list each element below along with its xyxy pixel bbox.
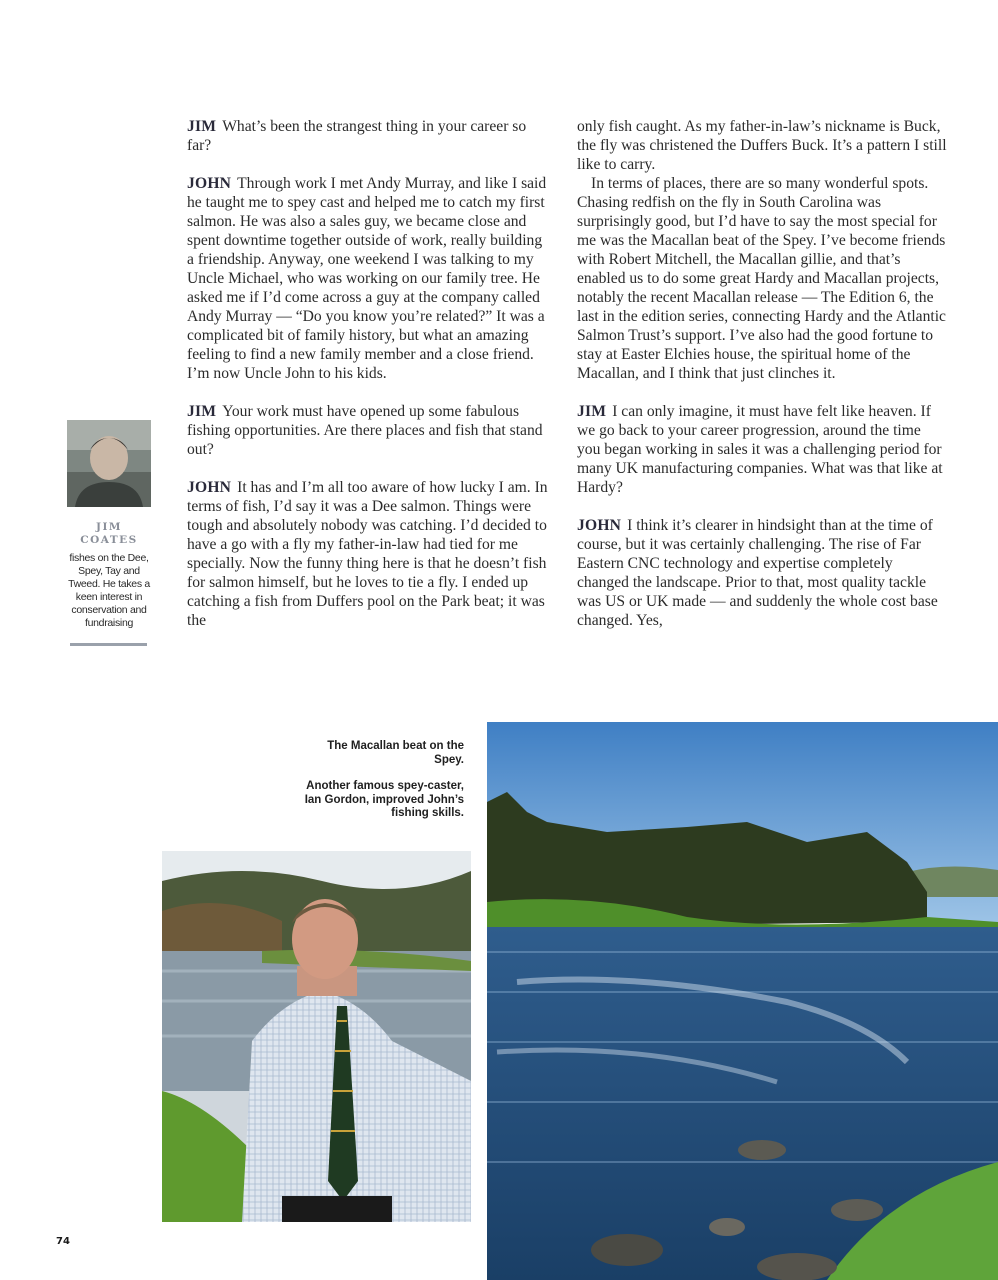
- author-photo: [67, 420, 151, 507]
- answer-continuation: only fish caught. As my father-in-law’s nickname is Buck, the fly was christened the Duffers Buck. It’s a pattern I still like to carry.: [577, 118, 947, 173]
- speaker-label: JOHN: [577, 517, 622, 534]
- speaker-label: JOHN: [187, 479, 232, 496]
- river-spey-photo-illustration: [487, 722, 998, 1280]
- left-column: [187, 117, 549, 630]
- author-divider: [70, 643, 147, 646]
- speaker-label: JIM: [577, 403, 607, 420]
- page-number: 74: [56, 1236, 70, 1247]
- ian-gordon-photo-illustration: [162, 851, 471, 1222]
- answer-dee-salmon: [187, 478, 549, 630]
- photo-ian-gordon: [162, 851, 471, 1222]
- author-name: JIM COATES: [80, 521, 138, 546]
- answer-text: It has and I’m all too aware of how lucky I am. In terms of fish, I’d say it was a Dee salmon. Things were tough and absolutely nobody was catching. I’d decided to have a go with a fly my father-in-law had tied for me specially. Now the funny thing here is that he doesn’t fish for salmon himself, but he loves to tie a fly. I ended up catching a fish from Duffers pool on the Park beat; it was the: [187, 479, 548, 629]
- author-bio: fishes on the Dee, Spey, Tay and Tweed. He takes a keen interest in conservation and fundraising: [68, 552, 150, 629]
- speaker-label: JIM: [187, 403, 217, 420]
- answer-text: Through work I met Andy Murray, and like I said he taught me to spey cast and helped me to catch my first salmon. He was also a sales guy, we became close and spent downtime together outside of work, really building a friendship. Anyway, one weekend I was talking to my Uncle Michael, who was working on our family tree. He asked me if I’d come across a guy at the company called Andy Murray — “Do you know you’re related?” It was a complicated bit of family history, but what an amazing feeling to find a new family member and a close friend. I’m now Uncle John to his kids.: [187, 175, 547, 382]
- caption-line-ian-gordon: Another famous spey-caster, Ian Gordon, improved John’s fishing skills.: [304, 780, 464, 819]
- speaker-label: JIM: [187, 118, 217, 135]
- question-text: I can only imagine, it must have felt like heaven. If we go back to your career progression, around the time you began working in sales it was a challenging period for many UK manufacturing companies. What was that like at Hardy?: [577, 403, 943, 496]
- photo-caption: [300, 740, 464, 834]
- caption-line-macallan: The Macallan beat on the Spey.: [327, 740, 464, 766]
- right-column: [577, 117, 947, 630]
- question-career-progression: [577, 402, 947, 497]
- photo-macallan-beat: [487, 722, 998, 1280]
- question-strangest-thing: [187, 117, 549, 155]
- question-text: Your work must have opened up some fabulous fishing opportunities. Are there places and fish that stand out?: [187, 403, 543, 458]
- author-portrait-illustration: [67, 420, 151, 507]
- question-fishing-opportunities: [187, 402, 549, 459]
- speaker-label: JOHN: [187, 175, 232, 192]
- answer-text: I think it’s clearer in hindsight than at the time of course, but it was certainly challenging. The rise of Far Eastern CNC technology and expertise completely changed the landscape. Prior to that, most quality tackle was US or UK made — and suddenly the whole cost base changed. Yes,: [577, 517, 938, 629]
- answer-andy-murray: [187, 174, 549, 383]
- answer-cnc-technology: [577, 516, 947, 630]
- answer-places: In terms of places, there are so many wonderful spots. Chasing redfish on the fly in South Carolina was surprisingly good, but I’d have to say the most special for me was the Macallan beat of the Spey. I’ve become friends with Robert Mitchell, the Macallan gillie, and that’s enabled us to do some great Hardy and Macallan projects, notably the recent Macallan release — The Edition 6, the last in the edition series, connecting Hardy and the Atlantic Salmon Trust’s support. I’ve also had the good fortune to stay at Easter Elchies house, the spiritual home of the Macallan, and I think that just clinches it.: [577, 175, 946, 382]
- question-text: What’s been the strangest thing in your career so far?: [187, 118, 527, 154]
